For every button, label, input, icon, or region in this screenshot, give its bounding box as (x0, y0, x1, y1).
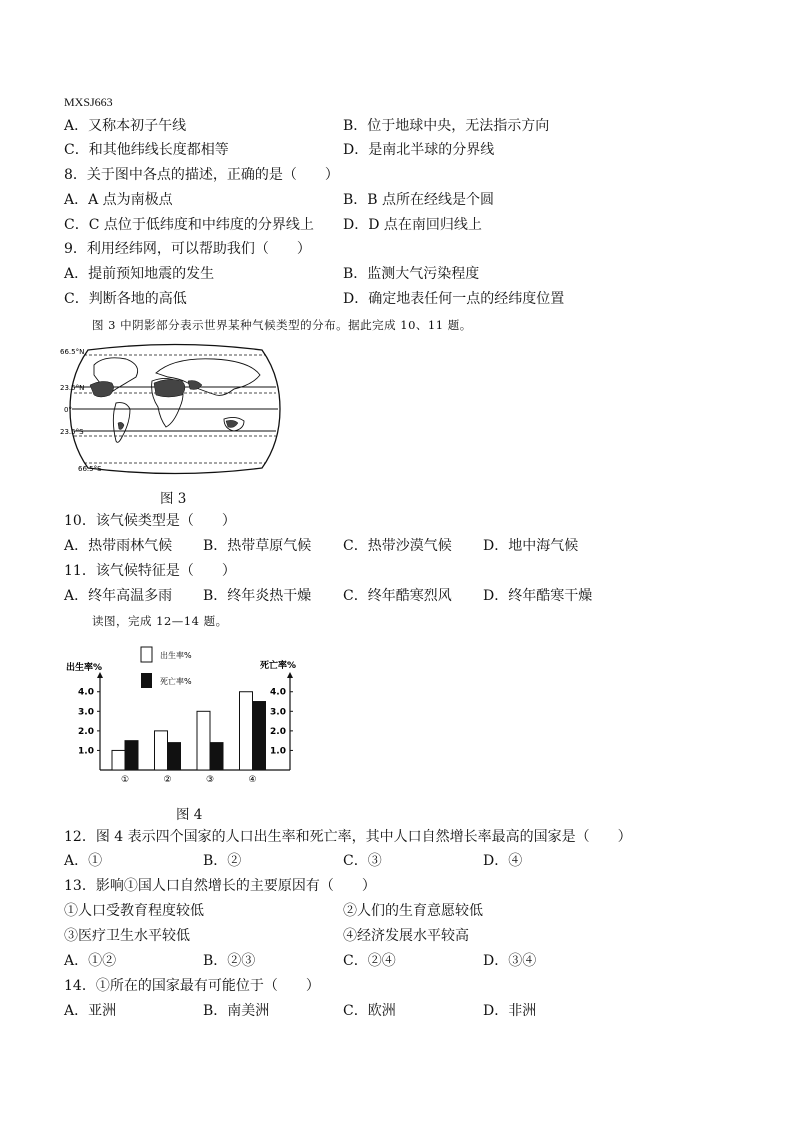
category-label: ④ (248, 775, 257, 785)
left-axis-label: 出生率% (66, 663, 103, 673)
q13-option-a: A．①② (64, 953, 117, 969)
q13-statement-1: ①人口受教育程度较低 (64, 903, 204, 919)
death-rate-bar (210, 743, 223, 770)
q9-option-a: A．提前预知地震的发生 (64, 266, 215, 282)
q12-option-d: D．④ (483, 853, 523, 869)
q11-option-c: C．终年酷寒烈风 (343, 588, 452, 604)
right-tick-label: 3.0 (270, 707, 286, 718)
q8-option-d: D．D 点在南回归线上 (343, 217, 482, 233)
left-tick-label: 2.0 (78, 726, 94, 737)
q10-option-b: B．热带草原气候 (203, 538, 312, 554)
lat-label-66s: 66.5°S (78, 465, 102, 473)
q8-option-b: B．B 点所在经线是个圆 (343, 192, 495, 208)
q14-stem: 14．①所在的国家最有可能位于（ ） (64, 978, 320, 994)
left-tick-label: 1.0 (78, 746, 94, 757)
fig4-intro: 读图，完成 12—14 题。 (92, 614, 228, 628)
q10-option-c: C．热带沙漠气候 (343, 538, 452, 554)
q10-option-a: A．热带雨林气候 (64, 538, 173, 554)
q9-option-b: B．监测大气污染程度 (343, 266, 480, 282)
birth-rate-bar (240, 692, 253, 770)
death-rate-bar (168, 743, 181, 770)
q12-option-b: B．② (203, 853, 242, 869)
q13-option-c: C．②④ (343, 953, 396, 969)
q11-option-b: B．终年炎热干燥 (203, 588, 312, 604)
fig3-caption: 图 3 (160, 491, 187, 507)
q9-option-d: D．确定地表任何一点的经纬度位置 (343, 291, 565, 307)
q14-option-c: C．欧洲 (343, 1003, 396, 1019)
left-tick-label: 4.0 (78, 687, 94, 698)
legend-swatch-death (141, 673, 152, 688)
fig3-world-map (60, 345, 286, 473)
q13-stem: 13．影响①国人口自然增长的主要原因有（ ） (64, 878, 376, 894)
q12-stem: 12．图 4 表示四个国家的人口出生率和死亡率，其中人口自然增长率最高的国家是（ ） (64, 829, 632, 845)
q14-option-d: D．非洲 (483, 1003, 537, 1019)
q13-option-b: B．②③ (203, 953, 256, 969)
left-tick-label: 3.0 (78, 707, 94, 718)
lat-label-equator: 0° (64, 406, 72, 414)
q13-statement-3: ③医疗卫生水平较低 (64, 928, 190, 944)
category-label: ③ (205, 775, 215, 785)
lat-label-23s: 23.5°S (60, 428, 84, 436)
death-rate-bar (125, 741, 138, 770)
death-rate-bar (253, 702, 266, 770)
category-label: ② (163, 775, 172, 785)
fig4-bar-chart (64, 642, 314, 794)
q10-option-d: D．地中海气候 (483, 538, 579, 554)
right-tick-label: 1.0 (270, 746, 286, 757)
q9-stem: 9．利用经纬网，可以帮助我们（ ） (64, 241, 311, 257)
right-tick-label: 2.0 (270, 726, 286, 737)
lat-label-23n: 23.5°N (60, 384, 85, 392)
q8-option-c: C．C 点位于低纬度和中纬度的分界线上 (64, 217, 314, 233)
q13-statement-4: ④经济发展水平较高 (343, 928, 469, 944)
category-label: ① (120, 775, 130, 785)
q11-option-a: A．终年高温多雨 (64, 588, 173, 604)
right-axis-arrow (287, 672, 293, 678)
fig4-caption: 图 4 (176, 807, 203, 823)
birth-rate-bar (112, 750, 125, 770)
doc-code: MXSJ663 (64, 95, 113, 109)
legend-swatch-birth (141, 647, 152, 662)
q14-option-b: B．南美洲 (203, 1003, 270, 1019)
legend-death-label: 死亡率% (160, 677, 192, 686)
lat-label-66n: 66.5°N (60, 348, 85, 356)
q8-stem: 8．关于图中各点的描述，正确的是（ ） (64, 167, 339, 183)
q10-stem: 10．该气候类型是（ ） (64, 513, 236, 529)
birth-rate-bar (155, 731, 168, 770)
q13-option-d: D．③④ (483, 953, 537, 969)
legend-birth-label: 出生率% (160, 651, 192, 660)
right-axis-label: 死亡率% (260, 661, 297, 671)
q11-option-d: D．终年酷寒干燥 (483, 588, 593, 604)
q14-option-a: A．亚洲 (64, 1003, 117, 1019)
q7-option-c: C．和其他纬线长度都相等 (64, 142, 229, 158)
q9-option-c: C．判断各地的高低 (64, 291, 187, 307)
fig3-intro: 图 3 中阴影部分表示世界某种气候类型的分布。据此完成 10、11 题。 (92, 318, 472, 332)
q12-option-c: C．③ (343, 853, 382, 869)
q8-option-a: A．A 点为南极点 (64, 192, 173, 208)
q11-stem: 11．该气候特征是（ ） (64, 563, 236, 579)
q7-option-d: D．是南北半球的分界线 (343, 142, 495, 158)
right-tick-label: 4.0 (270, 687, 286, 698)
birth-rate-bar (197, 711, 210, 770)
q7-option-a: A．又称本初子午线 (64, 118, 187, 134)
q13-statement-2: ②人们的生育意愿较低 (343, 903, 483, 919)
q12-option-a: A．① (64, 853, 103, 869)
q7-option-b: B．位于地球中央，无法指示方向 (343, 118, 550, 134)
